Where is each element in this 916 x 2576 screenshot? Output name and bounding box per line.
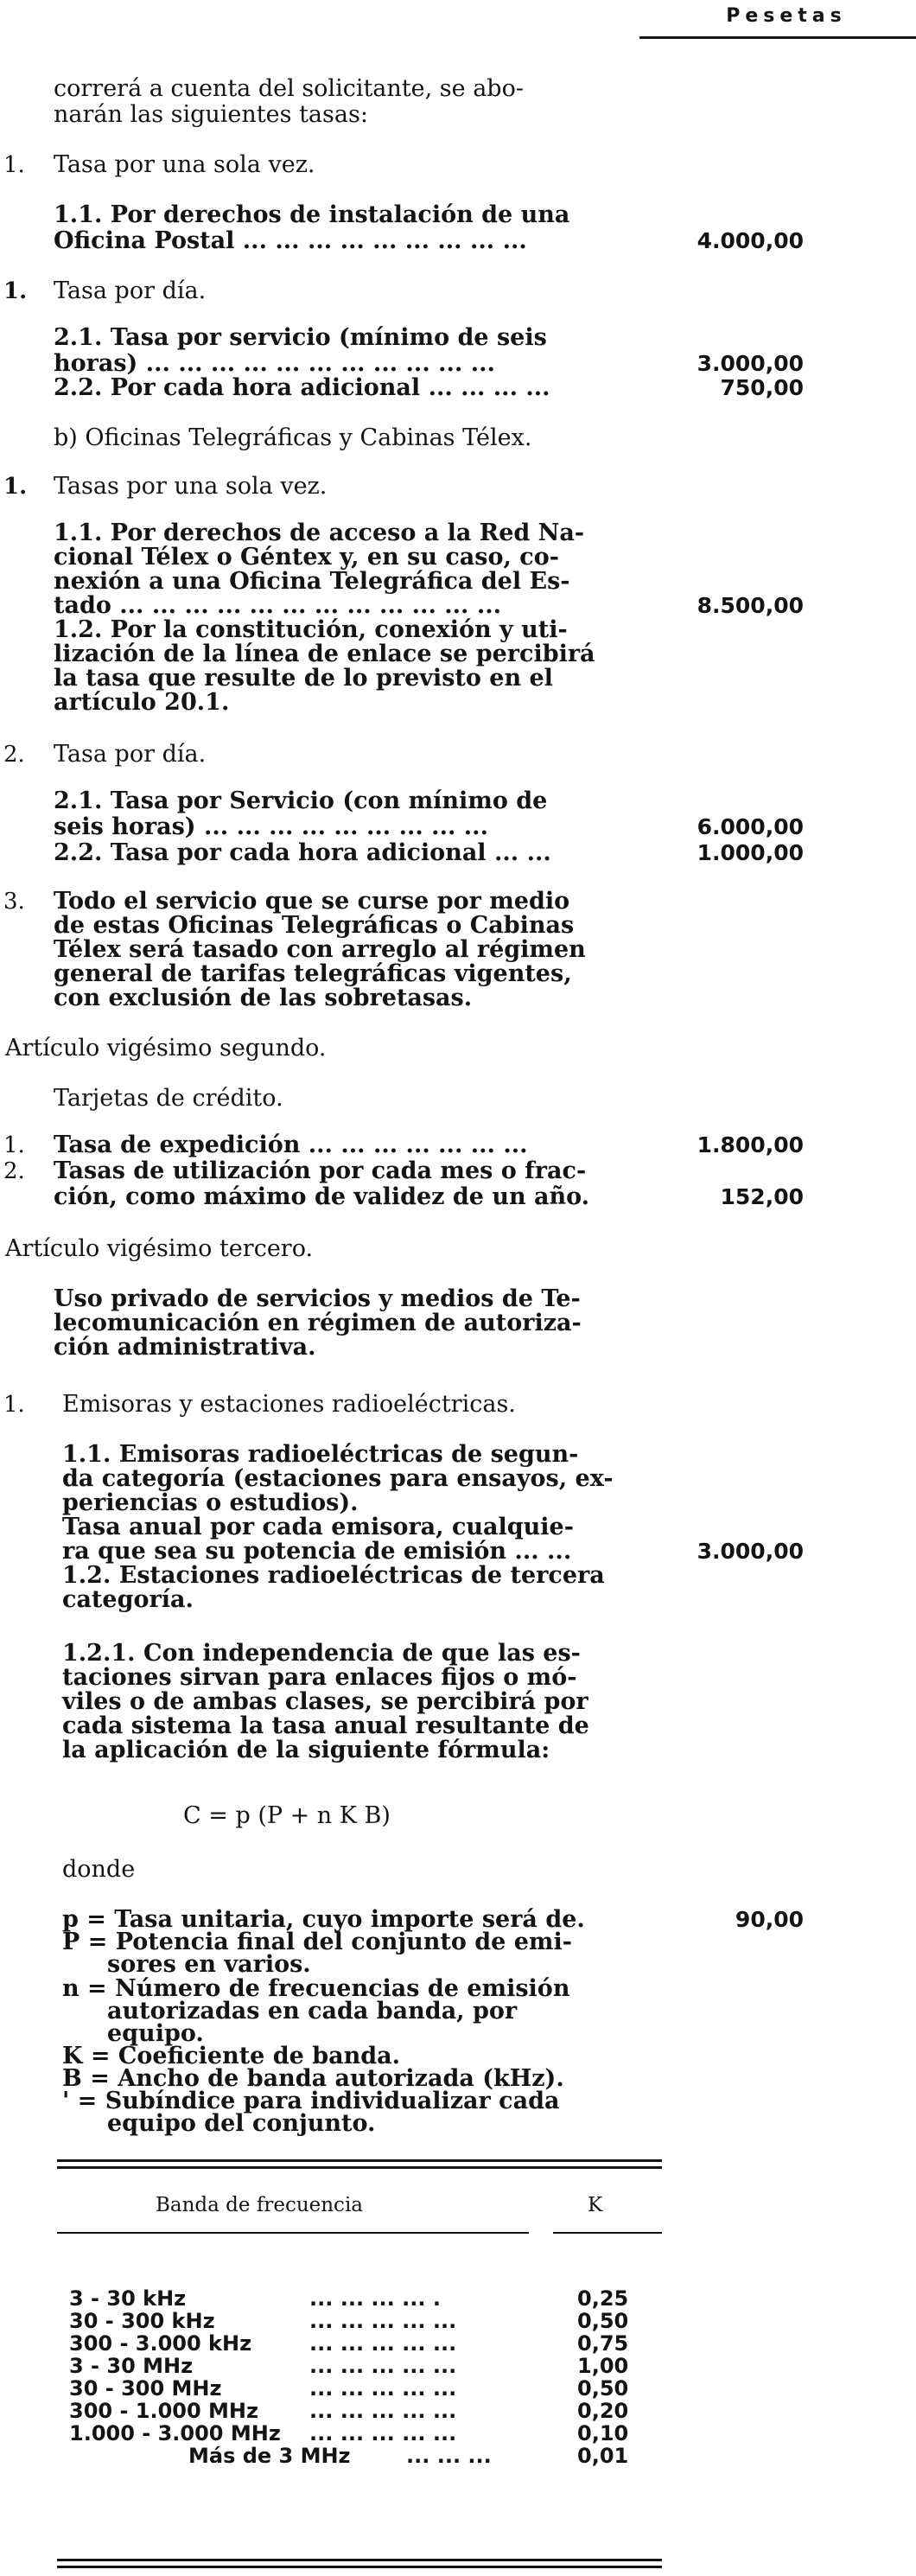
text-line: 2.2. Tasa por cada hora adicional ... ... [54, 839, 551, 866]
text-line: 1.1. Emisoras radioeléctricas de segun- [62, 1441, 579, 1468]
item-number: 1. [3, 1392, 25, 1418]
text-line: categoría. [62, 1586, 194, 1613]
text-line: cada sistema la tasa anual resultante de [62, 1712, 589, 1739]
band-cell: Más de 3 MHz [188, 2444, 351, 2468]
k-value-cell: 1,00 [577, 2354, 629, 2378]
amount: 3.000,00 [697, 1539, 804, 1564]
text-line: con exclusión de las sobretasas. [54, 985, 473, 1011]
text-line: artículo 20.1. [54, 689, 230, 716]
k-value-cell: 0,20 [577, 2399, 629, 2423]
amount: 1.000,00 [697, 840, 804, 865]
header-rule [639, 36, 916, 39]
dot-leader: ... ... ... ... ... [309, 2354, 457, 2378]
text-line: 1.2. Estaciones radioeléctricas de tercera [62, 1562, 605, 1589]
dot-leader: ... ... ... ... ... [309, 2399, 457, 2423]
k-value-cell: 0,50 [577, 2309, 629, 2333]
text-line: ción, como máximo de validez de un año. [54, 1183, 590, 1210]
text-line: ción administrativa. [54, 1334, 316, 1361]
amount: 1.800,00 [697, 1132, 804, 1157]
definition-line: p = Tasa unitaria, cuyo importe será de. [62, 1906, 585, 1933]
text-line: taciones sirvan para enlaces fijos o mó- [62, 1664, 577, 1691]
k-value-cell: 0,25 [577, 2286, 629, 2311]
text-line: de estas Oficinas Telegráficas o Cabinas [54, 912, 575, 939]
amount: 152,00 [720, 1184, 804, 1209]
k-value-cell: 0,75 [577, 2331, 629, 2356]
dot-leader: ... ... ... ... ... [309, 2309, 457, 2333]
item-number: 1. [3, 278, 28, 304]
k-value-cell: 0,50 [577, 2376, 629, 2401]
text-line: b) Oficinas Telegráficas y Cabinas Télex. [54, 424, 532, 451]
table-bottom-rule [57, 2566, 662, 2568]
dot-leader: ... ... ... ... ... [309, 2376, 457, 2401]
item-number: 2. [3, 742, 25, 768]
text-line: 1.1. Por derechos de instalación de una [54, 201, 570, 228]
definition-line: ' = Subíndice para individualizar cada [62, 2088, 560, 2114]
table-header-k: K [588, 2194, 603, 2216]
table-top-rule [57, 2166, 662, 2169]
text-line: Tasa por día. [54, 741, 207, 768]
text-line: Uso privado de servicios y medios de Te- [54, 1285, 581, 1312]
table-header-band: Banda de frecuencia [156, 2194, 364, 2216]
definition-line: autorizadas en cada banda, por [107, 1998, 518, 2024]
band-cell: 300 - 1.000 MHz [69, 2399, 258, 2423]
band-cell: 3 - 30 kHz [69, 2286, 187, 2311]
text-line: general de tarifas telegráficas vigentes, [54, 960, 572, 987]
text-line: 1.2. Por la constitución, conexión y uti- [54, 616, 568, 643]
text-line: da categoría (estaciones para ensayos, ex- [62, 1465, 614, 1492]
band-cell: 1.000 - 3.000 MHz [69, 2421, 281, 2445]
column-header-pesetas: Pesetas [726, 5, 847, 27]
dot-leader: ... ... ... ... . [309, 2286, 441, 2311]
text-line: 1.2.1. Con independencia de que las es- [62, 1640, 581, 1667]
text-line: Emisoras y estaciones radioeléctricas. [62, 1391, 516, 1418]
item-number: 1. [3, 474, 28, 500]
text-line: 2.1. Tasa por servicio (mínimo de seis [54, 324, 547, 351]
table-header-rule [57, 2232, 529, 2234]
item-number: 2. [3, 1158, 25, 1184]
amount: 8.500,00 [697, 593, 804, 618]
definition-line: K = Coeficiente de banda. [62, 2043, 400, 2069]
text-line: cional Télex o Géntex y, en su caso, co- [54, 544, 559, 571]
text-line: periencias o estudios). [62, 1489, 359, 1516]
amount: 6.000,00 [697, 814, 804, 839]
dot-leader: ... ... ... [406, 2444, 492, 2468]
text-line: nexión a una Oficina Telegráfica del Es- [54, 568, 570, 595]
text-line: ra que sea su potencia de emisión ... ... [62, 1538, 572, 1565]
band-cell: 300 - 3.000 kHz [69, 2331, 252, 2356]
amount: 90,00 [735, 1907, 804, 1932]
text-line: seis horas) ... ... ... ... ... ... ... ... ... [54, 813, 488, 840]
item-number: 1. [3, 152, 25, 178]
text-line: la tasa que resulte de lo previsto en el [54, 665, 553, 692]
formula: C = p (P + n K B) [183, 1802, 391, 1829]
item-number: 1. [3, 1132, 25, 1158]
text-line: 1.1. Por derechos de acceso a la Red Na- [54, 520, 585, 546]
text-line: Tasa anual por cada emisora, cualquie- [62, 1514, 574, 1540]
text-line: correrá a cuenta del solicitante, se abo- [54, 75, 524, 102]
text-line: lización de la línea de enlace se percibirá [54, 641, 595, 667]
text-line: Todo el servicio que se curse por medio [54, 888, 570, 915]
definition-line: P = Potencia final del conjunto de emi- [62, 1929, 572, 1955]
section-heading: Artículo vigésimo tercero. [5, 1235, 314, 1262]
text-line: Télex será tasado con arreglo al régimen [54, 936, 586, 963]
text-line: narán las siguientes tasas: [54, 101, 368, 128]
text-line: Tasas de utilización por cada mes o frac- [54, 1157, 587, 1184]
amount: 3.000,00 [697, 351, 804, 376]
table-top-rule [57, 2159, 662, 2162]
text-line: Tasa por día. [54, 277, 207, 304]
band-cell: 30 - 300 MHz [69, 2376, 222, 2401]
amount: 4.000,00 [697, 228, 804, 253]
text-line: Oficina Postal ... ... ... ... ... ... ... ... ... [54, 227, 527, 254]
k-value-cell: 0,10 [577, 2421, 629, 2445]
band-cell: 3 - 30 MHz [69, 2354, 194, 2378]
table-bottom-rule [57, 2559, 662, 2561]
text-line: la aplicación de la siguiente fórmula: [62, 1737, 550, 1763]
text-line: 2.2. Por cada hora adicional ... ... ... ... [54, 374, 550, 401]
text-line: Tasa de expedición ... ... ... ... ... ... ... [54, 1132, 528, 1158]
text-line: Tarjetas de crédito. [54, 1085, 283, 1112]
dot-leader: ... ... ... ... ... [309, 2331, 457, 2356]
k-value-cell: 0,01 [577, 2444, 629, 2468]
definition-line: n = Número de frecuencias de emisión [62, 1975, 570, 2002]
definition-line: equipo. [107, 2020, 204, 2047]
text-line: horas) ... ... ... ... ... ... ... ... ... ... ... [54, 350, 495, 377]
table-header-rule [553, 2232, 662, 2234]
text-line: Tasas por una sola vez. [54, 473, 328, 500]
definition-line: sores en varios. [107, 1951, 311, 1978]
item-number: 3. [3, 889, 25, 915]
text-line: viles o de ambas clases, se percibirá por [62, 1688, 588, 1715]
definition-line: B = Ancho de banda autorizada (kHz). [62, 2065, 564, 2092]
band-cell: 30 - 300 kHz [69, 2309, 215, 2333]
text-line: Tasa por una sola vez. [54, 151, 315, 178]
text-line: donde [62, 1856, 136, 1883]
text-line: lecomunicación en régimen de autoriza- [54, 1310, 582, 1336]
text-line: tado ... ... ... ... ... ... ... ... ... ... ... ... [54, 592, 502, 619]
definition-line: equipo del conjunto. [107, 2110, 376, 2137]
amount: 750,00 [720, 375, 804, 400]
text-line: 2.1. Tasa por Servicio (con mínimo de [54, 787, 548, 814]
dot-leader: ... ... ... ... ... [309, 2421, 457, 2445]
section-heading: Artículo vigésimo segundo. [5, 1035, 327, 1062]
